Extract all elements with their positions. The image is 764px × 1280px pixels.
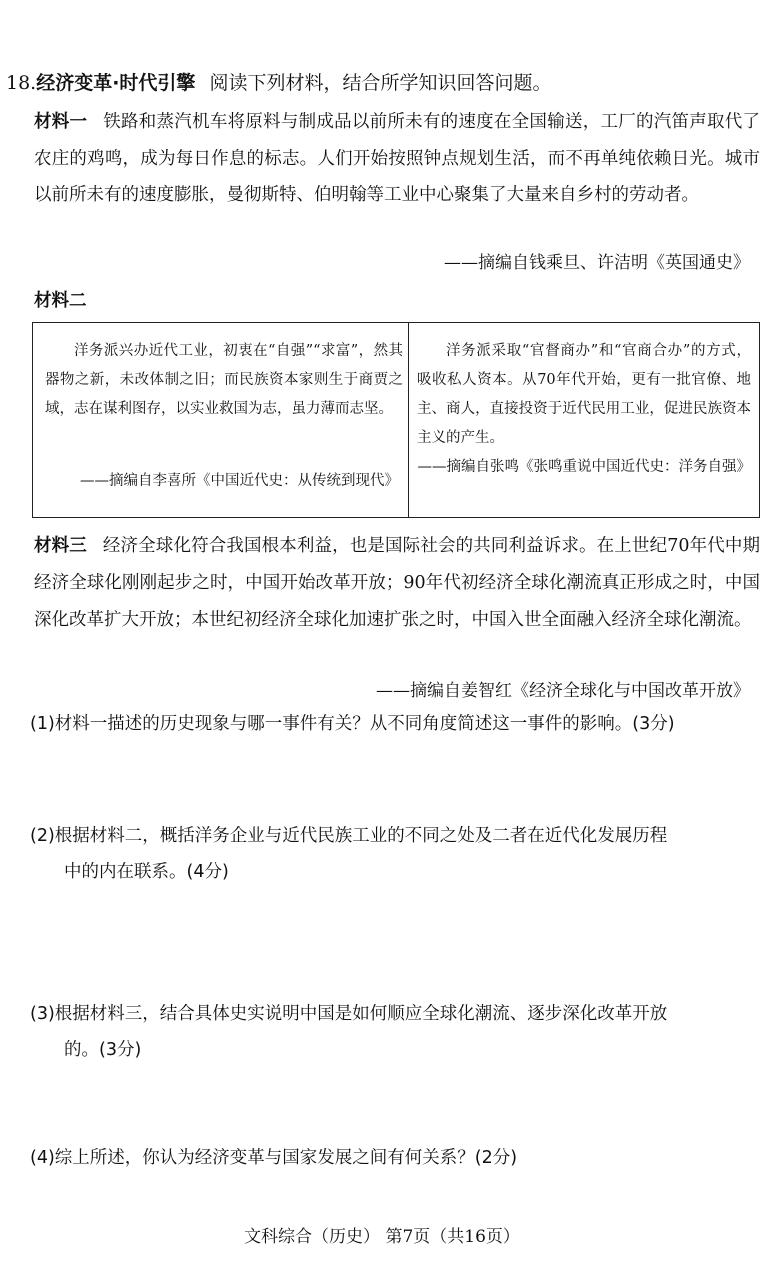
question-header xyxy=(6,68,551,95)
material-two-label: 材料二 xyxy=(34,291,87,311)
sub-question-1 xyxy=(30,706,760,742)
material-one-label: 材料一 xyxy=(34,112,88,132)
page-footer: 文科综合（历史） 第7页（共16页） xyxy=(244,1227,520,1247)
sub-question-2-line2: 中的内在联系。(4分) xyxy=(64,862,229,882)
material-three-text: 经济全球化符合我国根本利益，也是国际社会的共同利益诉求。在上世纪70年代中期经济全球化刚刚起步之时，中国开始改革开放；90年代初经济全球化潮流真正形成之时，中国深化改革扩大开放；本世纪初经济全球化加速扩张之时，中国入世全面融入经济全球化潮流。 xyxy=(34,536,761,630)
material-three-label: 材料三 xyxy=(34,536,87,556)
material-two-right-column xyxy=(417,337,751,482)
sub-question-4 xyxy=(30,1140,760,1176)
sub-question-3 xyxy=(30,996,760,1068)
material-one-source: ——摘编自钱乘旦、许洁明《英国通史》 xyxy=(444,253,750,273)
question-theme: 经济变革·时代引擎 xyxy=(36,72,196,94)
material-two-left-column xyxy=(45,337,403,424)
sub-question-2 xyxy=(30,818,760,890)
sub-question-2-line1: (2)根据材料二，概括洋务企业与近代民族工业的不同之处及二者在近代化发展历程 xyxy=(30,826,668,846)
table-divider xyxy=(408,323,409,517)
sub-question-3-line1: (3)根据材料三，结合具体史实说明中国是如何顺应全球化潮流、逐步深化改革开放 xyxy=(30,1004,668,1024)
material-two-right-text: 洋务派采取“官督商办”和“官商合办”的方式，吸收私人资本。从70年代开始，更有一批官僚、地主、商人，直接投资于近代民用工业，促进民族资本主义的产生。 xyxy=(417,343,751,446)
material-two-table xyxy=(32,322,760,518)
sub-question-3-line2: 的。(3分) xyxy=(64,1040,142,1060)
sub-question-4-text: (4)综上所述，你认为经济变革与国家发展之间有何关系？(2分) xyxy=(30,1148,518,1168)
material-three-source: ——摘编自姜智红《经济全球化与中国改革开放》 xyxy=(376,681,750,701)
sub-question-1-text: (1)材料一描述的历史现象与哪一事件有关？从不同角度简述这一事件的影响。(3分) xyxy=(30,714,675,734)
material-two-left-text: 洋务派兴办近代工业，初衷在“自强”“求富”，然其器物之新，未改体制之旧；而民族资本家则生于商贾之域，志在谋利图存，以实业救国为志，虽力薄而志坚。 xyxy=(45,343,403,417)
material-one xyxy=(34,104,760,214)
material-two-left-source: ——摘编自李喜所《中国近代史：从传统到现代》 xyxy=(80,473,399,489)
question-number: 18. xyxy=(6,72,37,94)
material-three xyxy=(34,528,760,639)
material-two-right-source: ——摘编自张鸣《张鸣重说中国近代史：洋务自强》 xyxy=(417,459,751,475)
question-instruction: 阅读下列材料，结合所学知识回答问题。 xyxy=(209,72,552,94)
material-one-text: 铁路和蒸汽机车将原料与制成品以前所未有的速度在全国输送，工厂的汽笛声取代了农庄的鸡鸣，成为每日作息的标志。人们开始按照钟点规划生活，而不再单纯依赖日光。城市以前所未有的速度膨胀，曼彻斯特、伯明翰等工业中心聚集了大量来自乡村的劳动者。 xyxy=(34,112,761,205)
